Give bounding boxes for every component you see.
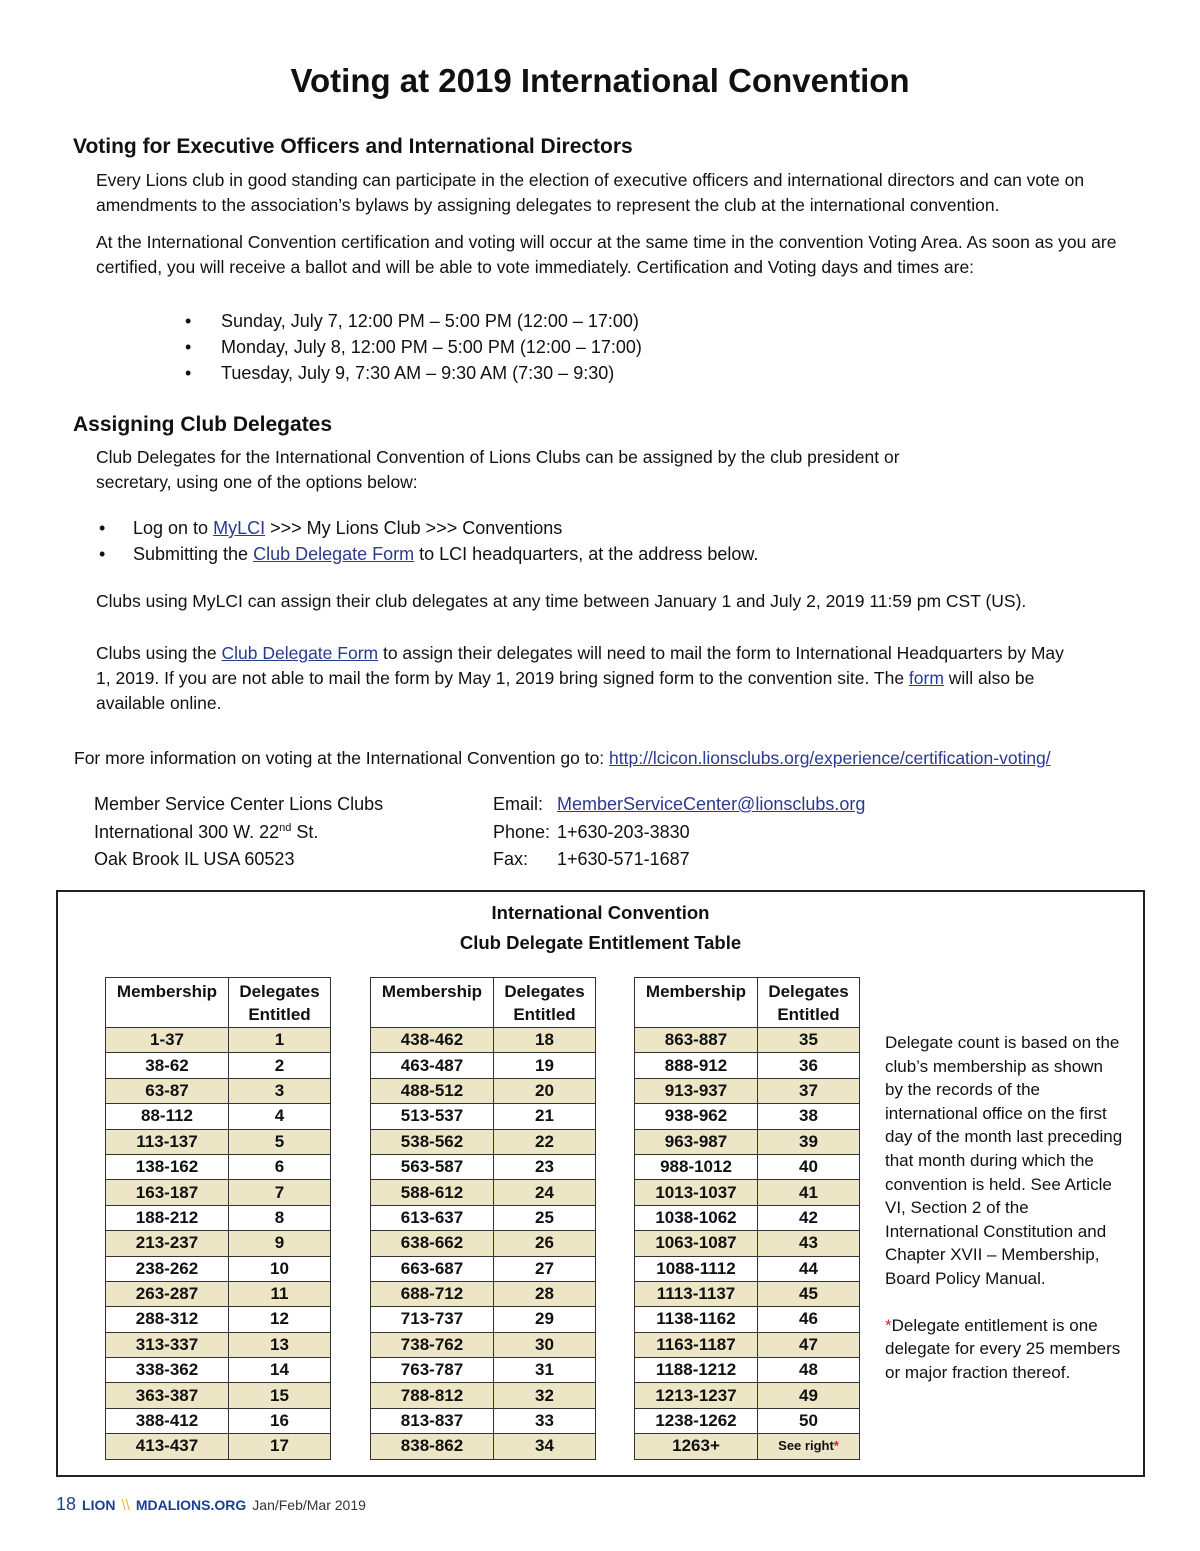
delegates-cell: See right* (758, 1434, 860, 1459)
delegates-cell: 30 (494, 1332, 596, 1357)
table-row (106, 1358, 331, 1383)
note-membership-basis: Delegate count is based on the club’s membership as shown by the records of the international office on the first day of the month last preceding that month during which the convention is held. See Article VI, Section 2 of the International Constitution and Chapter XVII – Membership, Board Policy Manual. (885, 1033, 1123, 1288)
membership-cell: 388-412 (106, 1408, 229, 1433)
delegates-header: Delegates Entitled (494, 978, 596, 1028)
delegates-cell: 41 (758, 1180, 860, 1205)
contact-details (493, 791, 865, 874)
mylci-link[interactable]: MyLCI (213, 518, 266, 538)
entitlement-table-3 (634, 977, 860, 1460)
delegates-cell: 27 (494, 1256, 596, 1281)
membership-cell: 1213-1237 (635, 1383, 758, 1408)
table-row (635, 1028, 860, 1053)
delegates-cell: 26 (494, 1231, 596, 1256)
voting-area-paragraph: At the International Convention certification and voting will occur at the same time in the convention Voting Area. As soon as you are certified, you will receive a ballot and will be able to vote immediately. Certification and Voting days and times are: (96, 232, 1117, 277)
membership-cell: 563-587 (371, 1154, 494, 1179)
table-row (635, 1129, 860, 1154)
table-row (371, 1154, 596, 1179)
delegates-cell: 10 (229, 1256, 331, 1281)
membership-cell: 163-187 (106, 1180, 229, 1205)
note-entitlement-rule: *Delegate entitlement is one delegate for every 25 members or major fraction thereof. (885, 1315, 1121, 1382)
membership-cell: 663-687 (371, 1256, 494, 1281)
fax-value: 1+630-571-1687 (557, 849, 690, 869)
delegates-cell: 46 (758, 1307, 860, 1332)
option-delegate-form: • Submitting the Club Delegate Form to LCI headquarters, at the address below. (133, 541, 758, 567)
table-row (371, 1281, 596, 1306)
delegates-cell: 2 (229, 1053, 331, 1078)
table-row (106, 1231, 331, 1256)
delegates-cell: 33 (494, 1408, 596, 1433)
table-row (635, 1358, 860, 1383)
section-heading-voting: Voting for Executive Officers and International Directors (73, 135, 633, 158)
delegates-cell: 20 (494, 1078, 596, 1103)
magazine-name: LION (82, 1497, 116, 1513)
table-row (635, 1180, 860, 1205)
fax-label: Fax: (493, 849, 529, 869)
table-row (635, 1104, 860, 1129)
delegates-cell: 36 (758, 1053, 860, 1078)
table-title-1: International Convention (491, 902, 710, 923)
delegates-cell: 43 (758, 1231, 860, 1256)
delegates-cell: 39 (758, 1129, 860, 1154)
membership-cell: 138-162 (106, 1154, 229, 1179)
table-row (635, 1408, 860, 1433)
delegates-cell: 15 (229, 1383, 331, 1408)
membership-cell: 63-87 (106, 1078, 229, 1103)
membership-cell: 763-787 (371, 1358, 494, 1383)
table-row (106, 1078, 331, 1103)
delegates-cell: 40 (758, 1154, 860, 1179)
delegates-cell: 13 (229, 1332, 331, 1357)
delegates-cell: 9 (229, 1231, 331, 1256)
table-row (106, 1307, 331, 1332)
table-row (106, 1383, 331, 1408)
delegates-cell: 21 (494, 1104, 596, 1129)
table-row (371, 1307, 596, 1332)
voting-days-list (221, 308, 642, 386)
delegates-cell: 17 (229, 1434, 331, 1459)
membership-cell: 513-537 (371, 1104, 494, 1129)
membership-cell: 1138-1162 (635, 1307, 758, 1332)
table-row (371, 1104, 596, 1129)
table-row (635, 1281, 860, 1306)
membership-cell: 1088-1112 (635, 1256, 758, 1281)
delegates-cell: 24 (494, 1180, 596, 1205)
membership-cell: 988-1012 (635, 1154, 758, 1179)
delegates-cell: 49 (758, 1383, 860, 1408)
delegates-cell: 6 (229, 1154, 331, 1179)
membership-cell: 638-662 (371, 1231, 494, 1256)
membership-cell: 188-212 (106, 1205, 229, 1230)
contact-address (94, 791, 383, 874)
delegates-cell: 38 (758, 1104, 860, 1129)
table-row (371, 1231, 596, 1256)
delegates-header: Delegates Entitled (229, 978, 331, 1028)
delegates-cell: 11 (229, 1281, 331, 1306)
membership-cell: 1163-1187 (635, 1332, 758, 1357)
option-mylci: • Log on to MyLCI >>> My Lions Club >>> Conventions (133, 515, 758, 541)
membership-cell: 1013-1037 (635, 1180, 758, 1205)
club-delegate-form-link[interactable]: Club Delegate Form (253, 544, 415, 564)
table-row (371, 1434, 596, 1459)
membership-cell: 263-287 (106, 1281, 229, 1306)
table-row (106, 1256, 331, 1281)
page-title: Voting at 2019 International Convention (290, 62, 910, 99)
table-row (371, 1408, 596, 1433)
table-row (635, 1231, 860, 1256)
membership-cell: 1038-1062 (635, 1205, 758, 1230)
table-row (371, 1205, 596, 1230)
table-row (371, 1053, 596, 1078)
section-heading-delegates: Assigning Club Delegates (73, 413, 333, 436)
table-row (106, 1205, 331, 1230)
delegates-cell: 14 (229, 1358, 331, 1383)
table-row (106, 1180, 331, 1205)
membership-cell: 313-337 (106, 1332, 229, 1357)
delegates-cell: 22 (494, 1129, 596, 1154)
delegates-cell: 23 (494, 1154, 596, 1179)
membership-cell: 1238-1262 (635, 1408, 758, 1433)
form-mailing-paragraph: Clubs using the Club Delegate Form to assign their delegates will need to mail the form to International Headquarters by May 1, 2019. If you are not able to mail the form by May 1, 2019 bring signed form to the convention site. The form will also be available online. (96, 643, 1064, 713)
delegates-cell: 25 (494, 1205, 596, 1230)
entitlement-table-1 (105, 977, 331, 1460)
membership-cell: 688-712 (371, 1281, 494, 1306)
voting-day-item: • Monday, July 8, 12:00 PM – 5:00 PM (12:00 – 17:00) (221, 334, 642, 360)
membership-cell: 938-962 (635, 1104, 758, 1129)
delegates-cell: 1 (229, 1028, 331, 1053)
more-info-line: For more information on voting at the International Convention go to: http://lcicon.lionsclubs.org/experience/certification-voting/ (74, 748, 1051, 768)
voting-intro-paragraph: Every Lions club in good standing can participate in the election of executive officers and international directors and can vote on amendments to the association’s bylaws by assigning delegates to represent the club at the international convention. (96, 170, 1085, 215)
membership-cell: 238-262 (106, 1256, 229, 1281)
table-row (371, 1383, 596, 1408)
membership-cell: 813-837 (371, 1408, 494, 1433)
membership-cell: 713-737 (371, 1307, 494, 1332)
table-row (371, 1358, 596, 1383)
delegates-cell: 34 (494, 1434, 596, 1459)
delegates-cell: 44 (758, 1256, 860, 1281)
delegates-cell: 4 (229, 1104, 331, 1129)
table-row (106, 1281, 331, 1306)
delegates-cell: 37 (758, 1078, 860, 1103)
membership-cell: 363-387 (106, 1383, 229, 1408)
table-row (106, 1154, 331, 1179)
membership-cell: 113-137 (106, 1129, 229, 1154)
delegates-cell: 19 (494, 1053, 596, 1078)
membership-cell: 1113-1137 (635, 1281, 758, 1306)
membership-cell: 288-312 (106, 1307, 229, 1332)
entitlement-note (885, 1031, 1125, 1384)
footer-site: MDALIONS.ORG (135, 1497, 247, 1513)
delegates-header: Delegates Entitled (758, 978, 860, 1028)
entitlement-table-2 (370, 977, 596, 1460)
delegates-cell: 5 (229, 1129, 331, 1154)
phone-value: 1+630-203-3830 (557, 821, 690, 842)
membership-cell: 1263+ (635, 1434, 758, 1459)
membership-cell: 863-887 (635, 1028, 758, 1053)
membership-cell: 588-612 (371, 1180, 494, 1205)
page-footer (56, 1494, 366, 1515)
delegates-cell: 18 (494, 1028, 596, 1053)
delegates-cell: 45 (758, 1281, 860, 1306)
page-number: 18 (56, 1494, 77, 1514)
membership-cell: 1188-1212 (635, 1358, 758, 1383)
table-row (371, 1180, 596, 1205)
membership-cell: 463-487 (371, 1053, 494, 1078)
membership-cell: 913-937 (635, 1078, 758, 1103)
certification-voting-link[interactable]: http://lcicon.lionsclubs.org/experience/certification-voting/ (609, 748, 1051, 768)
membership-cell: 963-987 (635, 1129, 758, 1154)
email-label: Email: (493, 794, 544, 814)
membership-header: Membership (106, 978, 229, 1028)
membership-header: Membership (371, 978, 494, 1028)
address-line-2: International 300 W. 22nd St. (94, 821, 319, 842)
address-line-3: Oak Brook IL USA 60523 (94, 849, 295, 869)
email-link[interactable]: MemberServiceCenter@lionsclubs.org (557, 794, 866, 814)
delegates-cell: 7 (229, 1180, 331, 1205)
membership-cell: 888-912 (635, 1053, 758, 1078)
table-row (635, 1434, 860, 1459)
table-row (635, 1256, 860, 1281)
table-row (635, 1053, 860, 1078)
voting-day-item: • Sunday, July 7, 12:00 PM – 5:00 PM (12:00 – 17:00) (221, 308, 642, 334)
membership-cell: 488-512 (371, 1078, 494, 1103)
table-row (371, 1256, 596, 1281)
delegate-options-list (133, 515, 758, 567)
table-row (106, 1408, 331, 1433)
delegates-cell: 12 (229, 1307, 331, 1332)
membership-cell: 438-462 (371, 1028, 494, 1053)
phone-label: Phone: (493, 821, 551, 842)
delegates-cell: 32 (494, 1383, 596, 1408)
table-row (635, 1383, 860, 1408)
address-line-1: Member Service Center Lions Clubs (94, 794, 384, 814)
delegates-cell: 35 (758, 1028, 860, 1053)
delegates-cell: 3 (229, 1078, 331, 1103)
delegates-cell: 42 (758, 1205, 860, 1230)
table-row (635, 1307, 860, 1332)
delegates-cell: 48 (758, 1358, 860, 1383)
delegates-cell: 29 (494, 1307, 596, 1332)
membership-cell: 788-812 (371, 1383, 494, 1408)
membership-cell: 213-237 (106, 1231, 229, 1256)
membership-cell: 538-562 (371, 1129, 494, 1154)
table-row (371, 1129, 596, 1154)
table-row (371, 1028, 596, 1053)
delegates-cell: 8 (229, 1205, 331, 1230)
membership-cell: 738-762 (371, 1332, 494, 1357)
membership-cell: 338-362 (106, 1358, 229, 1383)
membership-cell: 88-112 (106, 1104, 229, 1129)
membership-cell: 613-637 (371, 1205, 494, 1230)
footer-issue: Jan/Feb/Mar 2019 (252, 1497, 366, 1513)
table-title-2: Club Delegate Entitlement Table (459, 932, 742, 953)
table-row (106, 1028, 331, 1053)
membership-cell: 1063-1087 (635, 1231, 758, 1256)
delegates-cell: 50 (758, 1408, 860, 1433)
table-row (106, 1104, 331, 1129)
table-row (106, 1129, 331, 1154)
form-link[interactable]: form (908, 668, 944, 688)
table-row (106, 1434, 331, 1459)
table-row (371, 1332, 596, 1357)
table-row (635, 1205, 860, 1230)
delegates-cell: 16 (229, 1408, 331, 1433)
voting-day-item: • Tuesday, July 9, 7:30 AM – 9:30 AM (7:30 – 9:30) (221, 360, 642, 386)
table-row (106, 1332, 331, 1357)
membership-header: Membership (635, 978, 758, 1028)
membership-cell: 38-62 (106, 1053, 229, 1078)
membership-cell: 413-437 (106, 1434, 229, 1459)
table-row (635, 1154, 860, 1179)
table-row (106, 1053, 331, 1078)
table-row (635, 1078, 860, 1103)
table-row (371, 1078, 596, 1103)
membership-cell: 1-37 (106, 1028, 229, 1053)
mylci-deadline-paragraph: Clubs using MyLCI can assign their club delegates at any time between January 1 and July 2, 2019 11:59 pm CST (US). (96, 591, 1027, 611)
table-row (635, 1332, 860, 1357)
club-delegate-form-link-2[interactable]: Club Delegate Form (221, 643, 379, 663)
membership-cell: 838-862 (371, 1434, 494, 1459)
delegates-cell: 31 (494, 1358, 596, 1383)
delegates-intro-paragraph: Club Delegates for the International Convention of Lions Clubs can be assigned by the club president or secretary, using one of the options below: (96, 447, 900, 492)
delegates-cell: 28 (494, 1281, 596, 1306)
footer-separator: \\ (121, 1497, 130, 1514)
delegates-cell: 47 (758, 1332, 860, 1357)
